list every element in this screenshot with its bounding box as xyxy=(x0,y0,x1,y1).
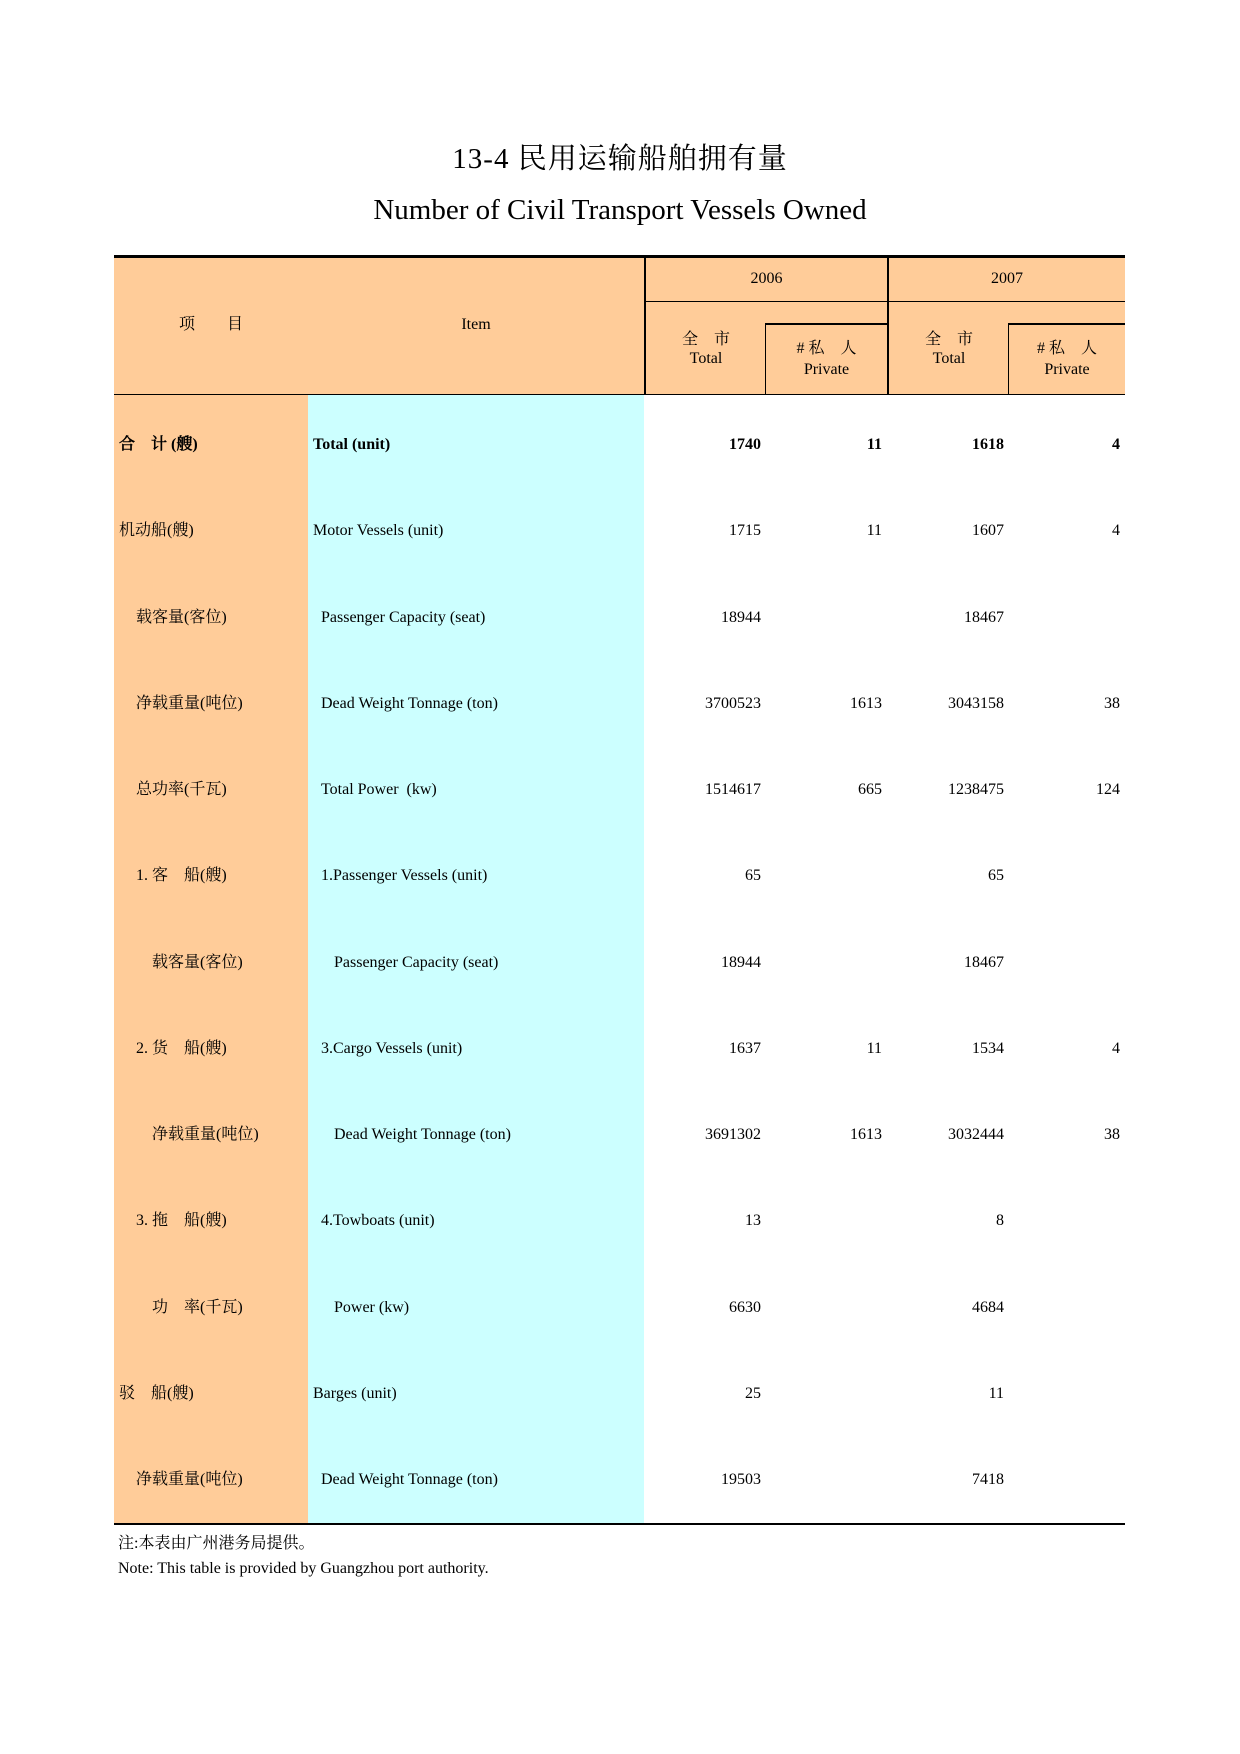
value-2007-private: 124 xyxy=(1096,781,1120,798)
value-2007-private: 4 xyxy=(1112,436,1120,453)
header-year-2006: 2006 xyxy=(750,270,783,287)
value-2007-private: 38 xyxy=(1104,1126,1120,1143)
year-subheader-rule xyxy=(644,301,1125,302)
row-label-en: Passenger Capacity (seat) xyxy=(334,954,499,971)
row-label-en: Passenger Capacity (seat) xyxy=(321,609,486,626)
value-2007-private: 38 xyxy=(1104,695,1120,712)
value-2007-private: 4 xyxy=(1112,1040,1120,1057)
value-2007-total: 3043158 xyxy=(948,695,1004,712)
row-label-en: Barges (unit) xyxy=(313,1385,397,1402)
row-label-cn: 总功率(千瓦) xyxy=(136,781,227,798)
private-2007-top-rule xyxy=(1008,323,1125,325)
value-2006-total: 3700523 xyxy=(705,695,761,712)
row-label-en: Dead Weight Tonnage (ton) xyxy=(321,695,498,712)
value-2006-private: 11 xyxy=(866,436,882,453)
row-label-cn: 载客量(客位) xyxy=(152,954,243,971)
value-2007-total: 18467 xyxy=(964,954,1004,971)
value-2007-total: 11 xyxy=(988,1385,1004,1402)
header-2007-total-en: Total xyxy=(932,350,966,367)
value-2007-total: 1534 xyxy=(972,1040,1004,1057)
row-label-en: Dead Weight Tonnage (ton) xyxy=(321,1471,498,1488)
value-2007-total: 1618 xyxy=(972,436,1004,453)
header-2006-private-cn: # 私 人 xyxy=(796,340,857,357)
value-2006-total: 1715 xyxy=(729,522,761,539)
value-2006-total: 65 xyxy=(745,867,761,884)
row-label-cn: 合 计 (艘) xyxy=(119,436,198,453)
table-bottom-rule xyxy=(114,1523,1125,1525)
value-2006-total: 18944 xyxy=(721,954,761,971)
header-item-cn: 项 目 xyxy=(178,316,243,333)
header-2006-private-en: Private xyxy=(803,361,850,378)
row-label-cn: 3. 拖 船(艘) xyxy=(136,1212,227,1229)
value-2006-total: 25 xyxy=(745,1385,761,1402)
value-2006-total: 1637 xyxy=(729,1040,761,1057)
row-label-cn: 机动船(艘) xyxy=(119,522,194,539)
header-year-2007: 2007 xyxy=(991,270,1023,287)
row-label-en: Power (kw) xyxy=(334,1299,410,1316)
value-2006-total: 13 xyxy=(745,1212,761,1229)
header-2007-total-cn: 全 市 xyxy=(924,331,973,348)
row-label-en: Total (unit) xyxy=(313,436,391,453)
private-2006-top-rule xyxy=(765,323,887,325)
value-2006-private: 1613 xyxy=(850,1126,882,1143)
value-2007-total: 4684 xyxy=(972,1299,1004,1316)
value-2007-total: 8 xyxy=(996,1212,1004,1229)
value-2007-total: 1607 xyxy=(972,522,1004,539)
value-2006-private: 11 xyxy=(866,1040,882,1057)
row-label-en: 4.Towboats (unit) xyxy=(321,1212,435,1229)
value-2007-total: 65 xyxy=(988,867,1004,884)
row-label-cn: 净载重量(吨位) xyxy=(136,1471,243,1488)
note-en: Note: This table is provided by Guangzhou port authority. xyxy=(118,1560,489,1577)
row-label-cn: 驳 船(艘) xyxy=(119,1385,194,1402)
vessels-table xyxy=(114,255,1125,1525)
note-cn: 注:本表由广州港务局提供。 xyxy=(118,1535,315,1552)
table-top-rule xyxy=(114,255,1125,258)
value-2006-private: 1613 xyxy=(850,695,882,712)
value-2006-private: 665 xyxy=(858,781,882,798)
value-2006-total: 3691302 xyxy=(705,1126,761,1143)
value-2006-total: 1740 xyxy=(729,436,761,453)
value-2007-total: 7418 xyxy=(972,1471,1004,1488)
value-2007-total: 1238475 xyxy=(948,781,1004,798)
header-2006-total-cn: 全 市 xyxy=(681,331,730,348)
row-label-en: 3.Cargo Vessels (unit) xyxy=(321,1040,463,1057)
value-2007-private: 4 xyxy=(1112,522,1120,539)
header-2007-private-en: Private xyxy=(1044,361,1090,378)
header-item-en: Item xyxy=(461,316,491,333)
value-2006-total: 19503 xyxy=(721,1471,761,1488)
page-title-en: Number of Civil Transport Vessels Owned xyxy=(373,194,867,226)
value-2006-total: 6630 xyxy=(729,1299,761,1316)
page-title-cn: 13-4 民用运输船舶拥有量 xyxy=(452,143,788,175)
value-2006-total: 1514617 xyxy=(705,781,761,798)
header-2007-private-cn: # 私 人 xyxy=(1036,340,1097,357)
row-label-en: Total Power (kw) xyxy=(321,781,437,798)
header-2006-total-en: Total xyxy=(689,350,723,367)
row-label-cn: 1. 客 船(艘) xyxy=(136,867,227,884)
value-2007-total: 3032444 xyxy=(948,1126,1004,1143)
row-label-cn: 净载重量(吨位) xyxy=(136,695,243,712)
value-2007-total: 18467 xyxy=(964,609,1004,626)
row-label-cn: 功 率(千瓦) xyxy=(152,1299,243,1316)
row-label-en: Dead Weight Tonnage (ton) xyxy=(334,1126,511,1143)
value-2006-private: 11 xyxy=(866,522,882,539)
row-label-cn: 2. 货 船(艘) xyxy=(136,1040,227,1057)
row-label-en: 1.Passenger Vessels (unit) xyxy=(321,867,488,884)
row-label-en: Motor Vessels (unit) xyxy=(313,522,444,539)
value-2006-total: 18944 xyxy=(721,609,761,626)
row-label-cn: 净载重量(吨位) xyxy=(152,1126,259,1143)
header-bottom-rule xyxy=(114,394,1125,395)
row-label-cn: 载客量(客位) xyxy=(136,609,227,626)
